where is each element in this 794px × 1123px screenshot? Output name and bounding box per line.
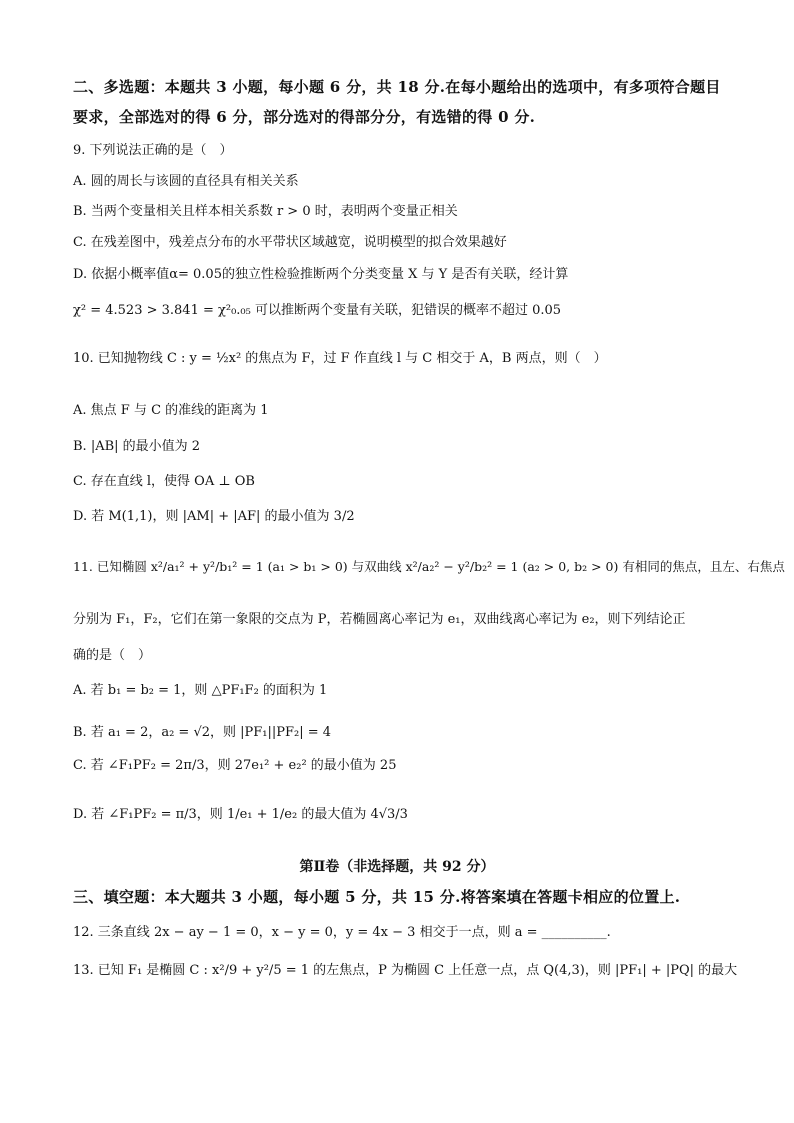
part2-heading: 第Ⅱ卷（非选择题，共 92 分） [299,859,495,875]
q9-option-b: B. 当两个变量相关且样本相关系数 r > 0 时，表明两个变量正相关 [73,204,458,219]
q9-stem: 9. 下列说法正确的是（ ） [73,143,233,158]
q11-stem-continued: 分别为 F₁，F₂，它们在第一象限的交点为 P，若椭圆离心率记为 e₁，双曲线离心率记为 e₂，则下列结论正 [73,612,686,627]
section2-heading-line2: 要求，全部选对的得 6 分，部分选对的得部分分，有选错的得 0 分. [73,108,536,126]
q10-option-d: D. 若 M(1,1)，则 |AM| + |AF| 的最小值为 3/2 [73,509,355,524]
q11-option-d: D. 若 ∠F₁PF₂ = π/3，则 1/e₁ + 1/e₂ 的最大值为 4√3/3 [73,807,408,822]
q9-option-c: C. 在残差图中，残差点分布的水平带状区域越宽，说明模型的拟合效果越好 [73,235,507,250]
q10-option-b: B. |AB| 的最小值为 2 [73,439,201,454]
q9-option-d-continued: χ² = 4.523 > 3.841 = χ²₀.₀₅ 可以推断两个变量有关联，犯错误的概率不超过 0.05 [73,303,562,318]
q11-option-b: B. 若 a₁ = 2，a₂ = √2，则 |PF₁||PF₂| = 4 [73,725,332,740]
q9-option-d: D. 依据小概率值α= 0.05的独立性检验推断两个分类变量 X 与 Y 是否有关联，经计算 [73,267,569,282]
q9-option-a: A. 圆的周长与该圆的直径具有相关关系 [73,174,299,189]
q11-stem: 11. 已知椭圆 x²/a₁² + y²/b₁² = 1 (a₁ > b₁ > 0) 与双曲线 x²/a₂² − y²/b₂² = 1 (a₂ > 0, b₂ > 0) 有相同的焦点，且左、右焦点 [73,559,785,574]
section3-heading: 三、填空题：本大题共 3 小题，每小题 5 分，共 15 分.将答案填在答题卡相应的位置上. [73,888,681,906]
q10-option-c: C. 存在直线 l，使得 OA ⊥ OB [73,474,255,489]
section2-heading-line1: 二、多选题：本题共 3 小题，每小题 6 分，共 18 分.在每小题给出的选项中，有多项符合题目 [73,78,721,96]
q10-stem: 10. 已知抛物线 C : y = ½x² 的焦点为 F，过 F 作直线 l 与 C 相交于 A，B 两点，则（ ） [73,351,607,366]
q11-option-c: C. 若 ∠F₁PF₂ = 2π/3，则 27e₁² + e₂² 的最小值为 25 [73,758,397,773]
q11-option-a: A. 若 b₁ = b₂ = 1，则 △PF₁F₂ 的面积为 1 [73,683,328,698]
q11-stem-end: 确的是（ ） [73,648,152,663]
q10-option-a: A. 焦点 F 与 C 的准线的距离为 1 [73,403,269,418]
q13-stem: 13. 已知 F₁ 是椭圆 C : x²/9 + y²/5 = 1 的左焦点，P 为椭圆 C 上任意一点，点 Q(4,3)，则 |PF₁| + |PQ| 的最大 [73,963,738,978]
q12-stem: 12. 三条直线 2x − ay − 1 = 0，x − y = 0，y = 4x − 3 相交于一点，则 a = __________. [73,925,611,940]
